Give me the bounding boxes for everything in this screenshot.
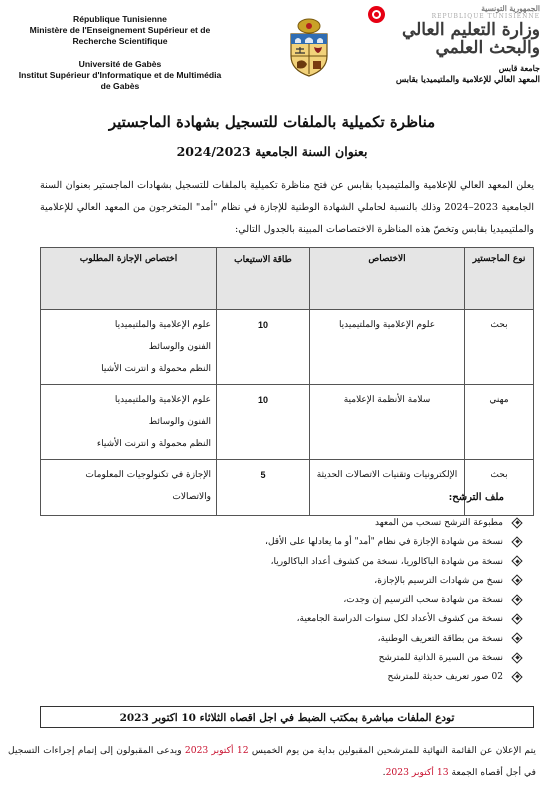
masters-table (40, 247, 534, 516)
institute-fr-line2: de Gabès (100, 81, 140, 91)
list-item: مطبوعة الترشح تسحب من المعهد (265, 514, 522, 533)
diamond-bullet-icon (512, 633, 522, 643)
ministry-fr-line2: Recherche Scientifique (72, 36, 168, 46)
row-capacity: 5 (217, 460, 310, 516)
intro-paragraph: يعلن المعهد العالي للإعلامية والملتيميديا بقابس عن فتح مناظرة تكميلية بالملفات للتسجيل بشهادات الماجستير بعنوان السنة الجامعية 2023–2024 وذلك بالنسبة لحاملي الشهادة الوطنية للإجازة في نظام "أمد" المتخرجون من المعهد العالي للإعلامية والملتيميديا بقابس وتخصّ هذه المناظرة الاختصاصات المبينة بالجدول التالي: (40, 180, 534, 235)
list-item: نسخ من شهادات الترسيم بالإجازة، (265, 572, 522, 591)
header-type: نوع الماجستير (465, 248, 534, 310)
row-capacity: 10 (217, 310, 310, 385)
list-item: نسخة من شهادة سحب الترسيم إن وجدت، (265, 591, 522, 610)
header-required-degree: اختصاص الإجازة المطلوب (41, 248, 217, 310)
republic-ar: الجمهورية التونسية (481, 4, 540, 13)
deposit-deadline-box: تودع الملفات مباشرة بمكتب الضبط في اجل اقصاه الثلاثاء 10 اكتوبر 2023 (40, 706, 534, 728)
row-required (41, 460, 217, 516)
row-specialty: الإلكترونيات وتقنيات الاتصالات الحديثة (310, 460, 465, 516)
page-subtitle: بعنوان السنة الجامعية 2024/2023 (176, 144, 368, 159)
table-row (41, 310, 534, 385)
tunisia-flag-icon (368, 6, 385, 23)
diamond-bullet-icon (512, 653, 522, 663)
row-type: مهني (465, 385, 534, 460)
tunisia-coat-of-arms-icon (283, 16, 335, 78)
list-item: 02 صور تعريف حديثة للمترشح (265, 668, 522, 687)
announce-text-3: . (382, 767, 386, 778)
row-type: بحث (465, 460, 534, 516)
announce-date-1: 12 أكتوبر 2023 (184, 745, 249, 756)
list-item: نسخة من شهادة الباكالوريا، نسخة من كشوف أعداد الباكالوريا، (265, 553, 522, 572)
row-required (41, 310, 217, 385)
row-capacity: 10 (217, 385, 310, 460)
diamond-bullet-icon (512, 575, 522, 585)
list-item: نسخة من كشوف الأعداد لكل سنوات الدراسة الجامعية، (265, 610, 522, 629)
republic-fr: République Tunisienne (73, 14, 167, 24)
institute-ar: المعهد العالي للإعلامية والملتيميديا بقابس (395, 74, 540, 84)
ministry-ar-line1: وزارة التعليم العالي (401, 20, 540, 40)
diamond-bullet-icon (512, 595, 522, 605)
table-row (41, 385, 534, 460)
announcement-paragraph (8, 740, 536, 784)
list-item: نسخة من شهادة الإجازة في نظام "أمد" أو ما يعادلها على الأقل، (265, 533, 522, 552)
required-degree-item: الإجازة في تكنولوجيات المعلومات والاتصالات (85, 470, 211, 502)
required-degree-item: النظم محمولة و انترنت الأشيا (101, 364, 211, 374)
row-specialty: سلامة الأنظمة الإعلامية (310, 385, 465, 460)
required-degree-item: الفنون والوسائط (148, 417, 211, 427)
diamond-bullet-icon (512, 537, 522, 547)
announce-text-1: يتم الإعلان عن القائمة النهائية للمترشحين المقبولين بداية من يوم الخميس (248, 745, 536, 756)
file-section-label: ملف الترشح: (448, 492, 504, 503)
row-specialty: علوم الإعلامية والملتيميديا (310, 310, 465, 385)
required-degree-item: علوم الإعلامية والملتيميديا (114, 395, 211, 405)
university-ar: جامعة قابس (498, 63, 540, 73)
ministry-fr-line1: Ministère de l'Enseignement Supérieur et de (29, 25, 211, 35)
republic-latin-watermark: REPUBLIQUE TUNISIENNE (431, 13, 540, 20)
institute-fr-line1: Institut Supérieur d'Informatique et de Multimédia (18, 70, 222, 80)
row-required (41, 385, 217, 460)
header-arabic (368, 4, 540, 85)
documents-list (265, 514, 522, 688)
required-degree-item: علوم الإعلامية والملتيميديا (114, 320, 211, 330)
university-fr: Université de Gabès (78, 59, 162, 69)
announce-date-2: 13 أكتوبر 2023 (385, 767, 449, 778)
table-row (41, 460, 534, 516)
diamond-bullet-icon (512, 672, 522, 682)
row-type: بحث (465, 310, 534, 385)
diamond-bullet-icon (512, 556, 522, 566)
table-header-row (41, 248, 534, 310)
announce-text-2: ويدعى المقبولون إلى إتمام إجراءات التسجيل في أجل أقصاه الجمعة (8, 745, 536, 778)
diamond-bullet-icon (512, 614, 522, 624)
diamond-bullet-icon (512, 518, 522, 528)
ministry-ar-line2: والبحث العلمي (435, 38, 540, 58)
page-title: مناظرة تكميلية بالملفات للتسجيل بشهادة الماجستير (108, 113, 436, 131)
list-item: نسخة من بطاقة التعريف الوطنية، (265, 630, 522, 649)
header-specialty: الاختصاص (310, 248, 465, 310)
required-degree-item: النظم محمولة و انترنت الأشياء (96, 439, 211, 449)
header-french (0, 14, 240, 92)
header-capacity: طاقة الاستيعاب (217, 248, 310, 310)
required-degree-item: الفنون والوسائط (148, 342, 211, 352)
list-item: نسخة من السيرة الذاتية للمترشح (265, 649, 522, 668)
